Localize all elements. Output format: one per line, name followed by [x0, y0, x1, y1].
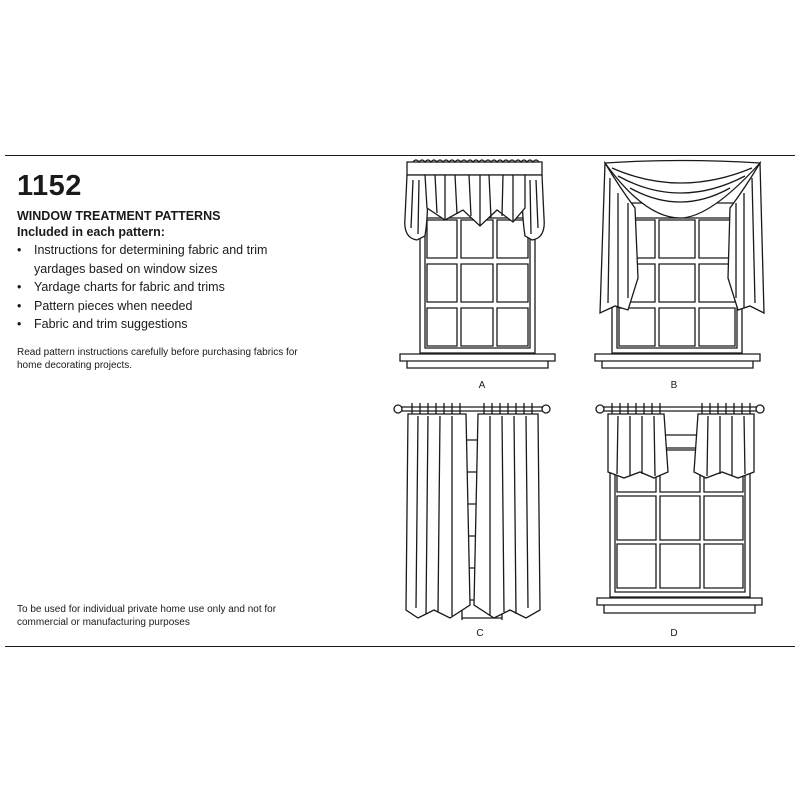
- view-label-a: A: [478, 380, 486, 391]
- bottom-rule: [5, 646, 795, 647]
- feature-item: • Fabric and trim suggestions: [17, 315, 317, 334]
- feature-item: • Instructions for determining fabric and trim yardages based on window sizes: [17, 241, 317, 278]
- feature-list: [17, 241, 317, 334]
- view-label-d: D: [670, 628, 678, 639]
- view-label-c: C: [476, 628, 484, 639]
- pattern-number: 1152: [17, 170, 82, 202]
- view-d-illustration: [592, 400, 768, 625]
- feature-item: • Pattern pieces when needed: [17, 297, 317, 316]
- read-instructions-note: Read pattern instructions carefully before purchasing fabrics for home decorating projects.: [17, 347, 298, 371]
- view-a-illustration: [385, 158, 565, 373]
- view-c-illustration: [392, 400, 552, 628]
- view-label-b: B: [670, 380, 678, 391]
- view-b-illustration: [590, 158, 770, 373]
- usage-note: To be used for individual private home use only and not for commercial or manufacturing purposes: [17, 604, 277, 628]
- pattern-title: WINDOW TREATMENT PATTERNS: [17, 209, 221, 223]
- feature-item: • Yardage charts for fabric and trims: [17, 278, 317, 297]
- top-rule: [5, 155, 795, 156]
- included-heading: Included in each pattern:: [17, 225, 165, 239]
